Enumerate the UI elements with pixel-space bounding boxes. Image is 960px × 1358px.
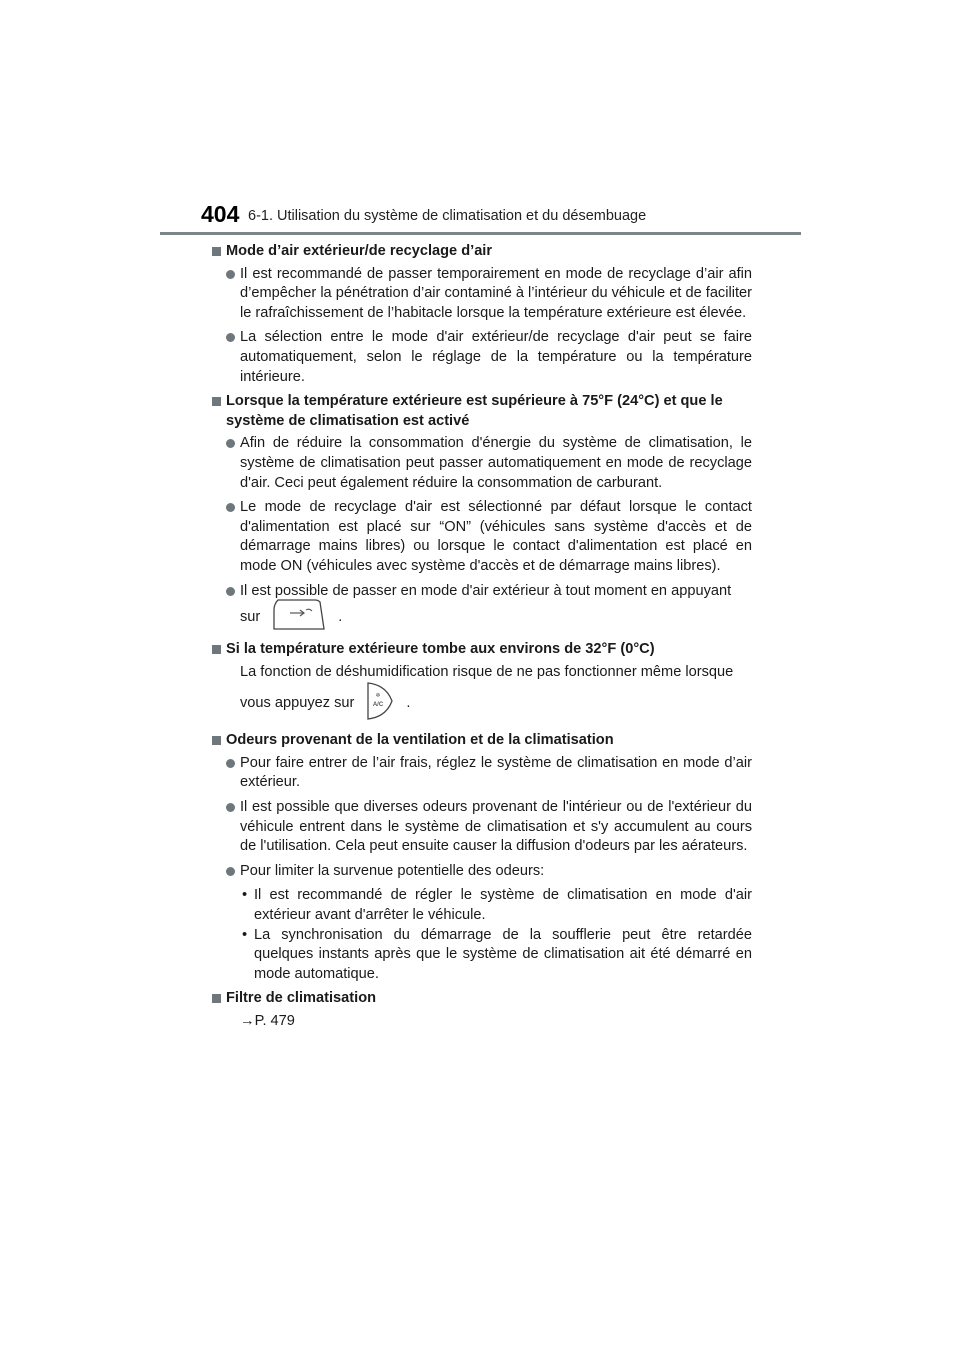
bullet-icon [226, 333, 235, 342]
list-item: Il est possible que diverses odeurs provenant de l'intérieur ou de l'extérieur du véhicule entrent dans le système de climatisation et s'y accumulent au cours de l'utilisation. Cela peut ensuite causer la diffusion d'odeurs par les aérateurs. [212, 798, 752, 857]
section-square-icon [212, 736, 221, 745]
ac-button-icon [364, 681, 396, 728]
paragraph: La fonction de déshumidification risque de ne pas fonctionner même lorsque vous appuyez sur ❄ A/C . [212, 663, 752, 727]
button-reference-line: vous appuyez sur ❄ A/C . [240, 682, 752, 726]
section-heading: Si la température extérieure tombe aux environs de 32°F (0°C) [212, 640, 752, 660]
section-square-icon [212, 645, 221, 654]
section-cold-weather [212, 640, 752, 726]
section-heading: Lorsque la température extérieure est supérieure à 75°F (24°C) et que le système de climatisation est activé [212, 392, 752, 431]
section-square-icon [212, 397, 221, 406]
list-item: La sélection entre le mode d'air extérieur/de recyclage d'air peut se faire automatiquement, selon le réglage de la température ou la température intérieure. [212, 328, 752, 387]
chapter-title: 6-1. Utilisation du système de climatisation et du désembuage [248, 208, 647, 224]
list-item: Pour faire entrer de l’air frais, réglez le système de climatisation en mode d’air extérieur. [212, 754, 752, 793]
page-number: 404 [201, 201, 240, 227]
bullet-icon [226, 759, 235, 768]
sub-list-item: • Il est recommandé de régler le système de climatisation en mode d'air extérieur avant d'arrêter le véhicule. [242, 887, 752, 924]
bullet-icon [226, 503, 235, 512]
section-square-icon [212, 994, 221, 1003]
section-heading: Mode d’air extérieur/de recyclage d’air [212, 242, 752, 262]
section-heading: Odeurs provenant de la ventilation et de la climatisation [212, 731, 752, 751]
bullet-icon [226, 439, 235, 448]
list-item: Il est possible de passer en mode d'air extérieur à tout moment en appuyant sur . [212, 582, 752, 636]
section-filter [212, 989, 752, 1031]
section-heading: Filtre de climatisation [212, 989, 752, 1009]
list-item: Afin de réduire la consommation d'énergie du système de climatisation, le système de climatisation peut passer automatiquement en mode de recyclage d'air. Ceci peut également réduire la consommation de carburant. [212, 434, 752, 493]
section-hot-weather [212, 392, 752, 635]
bullet-icon [226, 803, 235, 812]
list-item: Pour limiter la survenue potentielle des odeurs: [212, 862, 752, 882]
outside-air-button-icon [270, 598, 328, 639]
list-item: Le mode de recyclage d'air est sélectionné par défaut lorsque le contact d'alimentation est placé sur “ON” (véhicules sans système d'accès et de démarrage mains libres) ou lorsque le contact d'alimentation est placé en mode ON (véhicules avec système d'accès et de démarrage mains libres). [212, 498, 752, 576]
button-reference-line: sur . [240, 601, 752, 635]
svg-text:A/C: A/C [373, 701, 384, 708]
header-rule [160, 232, 801, 235]
svg-text:❄: ❄ [375, 692, 381, 699]
bullet-icon [226, 867, 235, 876]
bullet-icon [226, 587, 235, 596]
arrow-right-icon: → [240, 1013, 255, 1029]
list-item: Il est recommandé de passer temporairement en mode de recyclage d’air afin d’empêcher la pénétration d’air contaminé à l’intérieur du véhicule et de faciliter le rafraîchissement de l’habitacle lorsque la température extérieure est élevée. [212, 265, 752, 324]
page-content [212, 242, 752, 1037]
section-air-mode [212, 242, 752, 387]
section-odors [212, 731, 752, 984]
bullet-icon [226, 270, 235, 279]
sub-list-item: • La synchronisation du démarrage de la soufflerie peut être retardée quelques instants après que le système de climatisation ait été démarré en mode automatique. [242, 926, 752, 982]
section-square-icon [212, 247, 221, 256]
page-reference[interactable]: →P. 479 [212, 1012, 752, 1032]
